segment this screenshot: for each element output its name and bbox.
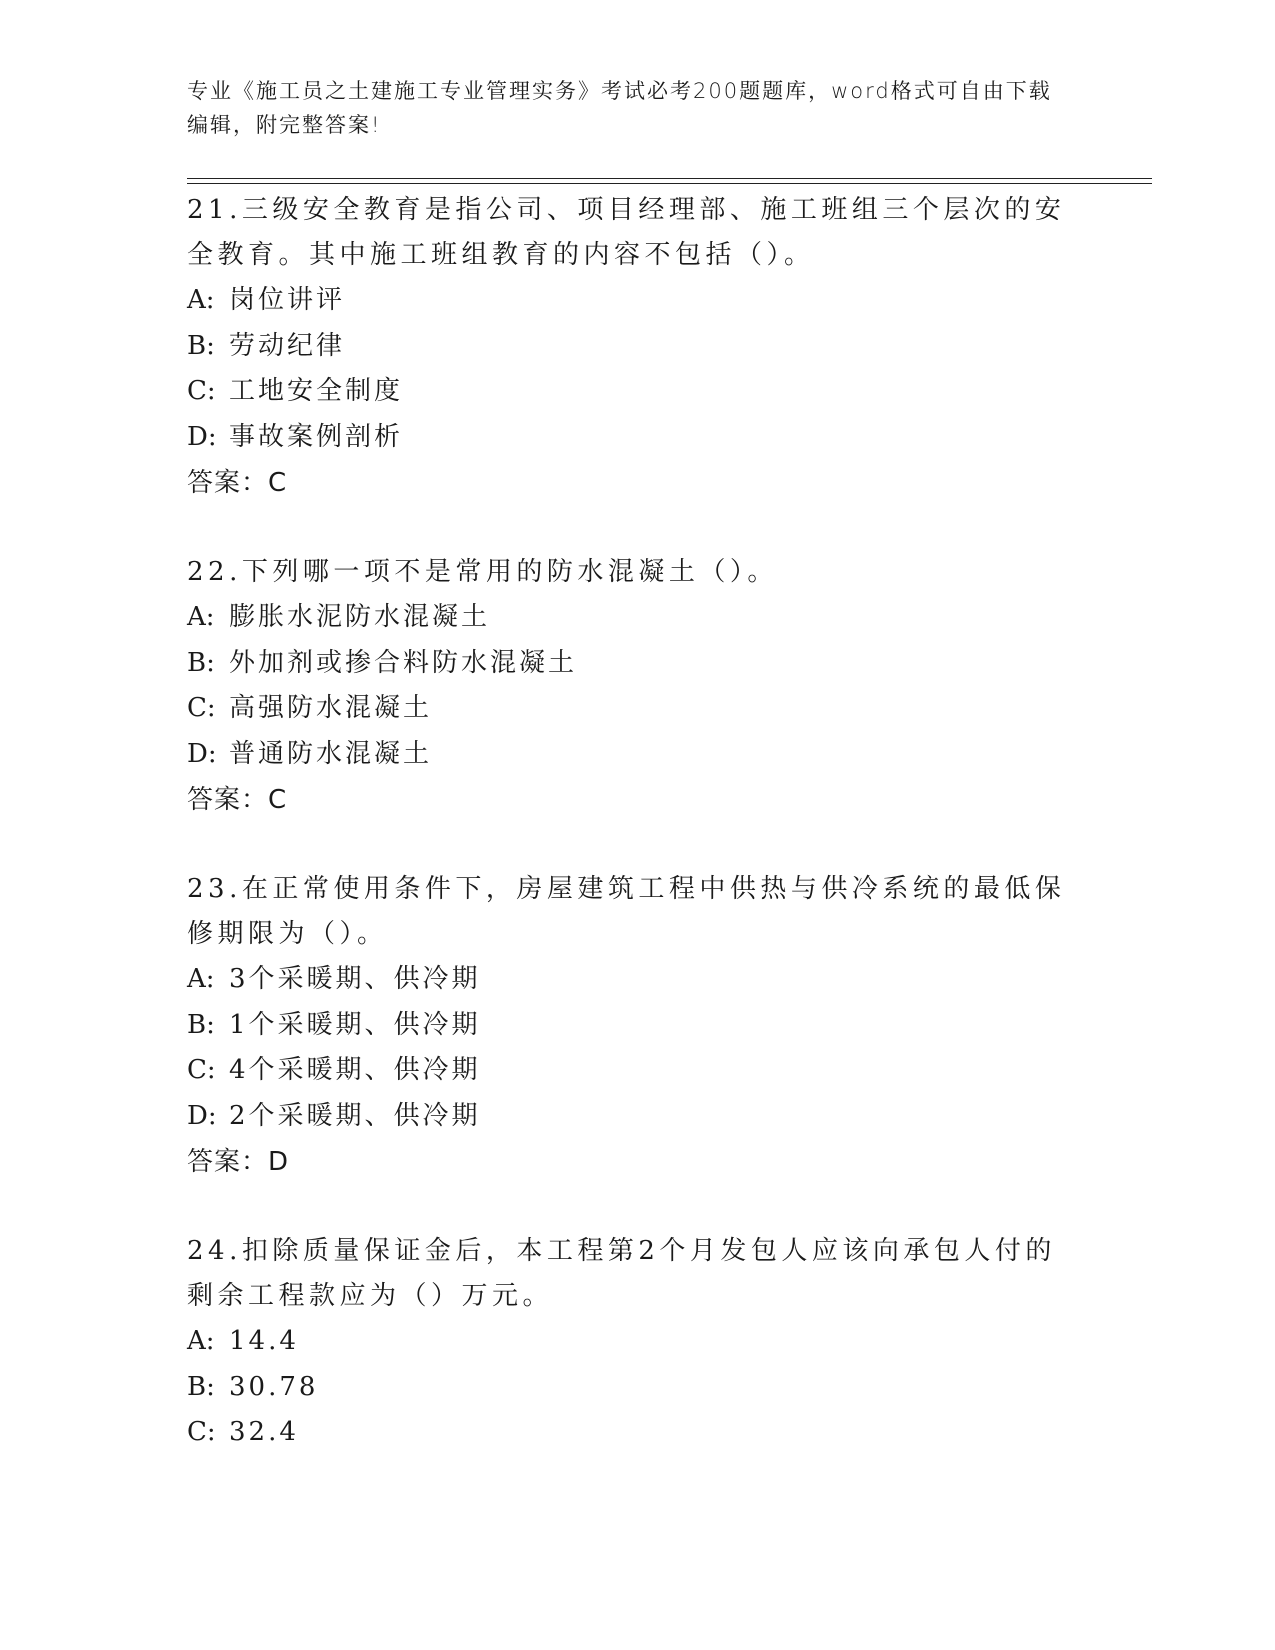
- option-d: [187, 1094, 1077, 1140]
- option-text: 工地安全制度: [229, 376, 404, 406]
- option-letter: A:: [187, 1326, 215, 1356]
- option-letter: B:: [187, 647, 215, 678]
- option-b: [187, 1365, 1077, 1411]
- header-divider-top: [187, 178, 1152, 179]
- document-header: 专业《施工员之土建施工专业管理实务》考试必考200题题库，word格式可自由下载编辑，附完整答案!: [187, 79, 1052, 137]
- option-b: [187, 324, 1077, 370]
- option-b: [187, 1003, 1077, 1049]
- question-item: [187, 1229, 1077, 1456]
- option-text: 32.4: [229, 1417, 299, 1447]
- option-letter: B:: [187, 1009, 215, 1040]
- option-text: 4个采暖期、供冷期: [229, 1055, 481, 1085]
- option-letter: C:: [187, 1055, 216, 1085]
- option-text: 3个采暖期、供冷期: [229, 964, 481, 994]
- question-stem: 21.三级安全教育是指公司、项目经理部、施工班组三个层次的安全教育。其中施工班组教育的内容不包括（）。: [187, 195, 1066, 270]
- question-item: [187, 550, 1077, 823]
- option-a: [187, 278, 1077, 324]
- option-text: 30.78: [229, 1371, 319, 1402]
- option-letter: C:: [187, 376, 216, 406]
- option-c: [187, 1410, 1077, 1456]
- question-item: [187, 867, 1077, 1185]
- option-text: 岗位讲评: [229, 285, 346, 315]
- header-divider-bottom: [187, 183, 1152, 184]
- question-list: [187, 188, 1077, 1500]
- answer-line: 答案：D: [187, 1147, 290, 1177]
- option-letter: C:: [187, 693, 216, 723]
- answer-line: 答案：C: [187, 468, 288, 498]
- option-letter: D:: [187, 738, 217, 769]
- option-letter: A:: [187, 602, 215, 632]
- question-stem: 24.扣除质量保证金后，本工程第2个月发包人应该向承包人付的剩余工程款应为（）万元。: [187, 1236, 1056, 1311]
- option-letter: B:: [187, 1371, 215, 1402]
- option-d: [187, 415, 1077, 461]
- option-text: 劳动纪律: [229, 330, 346, 361]
- option-letter: B:: [187, 330, 215, 361]
- question-stem: 23.在正常使用条件下，房屋建筑工程中供热与供冷系统的最低保修期限为（）。: [187, 874, 1066, 949]
- option-c: [187, 686, 1077, 732]
- option-text: 14.4: [229, 1326, 299, 1356]
- option-d: [187, 732, 1077, 778]
- option-text: 普通防水混凝土: [229, 738, 433, 769]
- option-letter: A:: [187, 964, 215, 994]
- option-b: [187, 641, 1077, 687]
- option-letter: D:: [187, 1100, 217, 1131]
- option-letter: D:: [187, 421, 217, 452]
- question-stem: 22.下列哪一项不是常用的防水混凝土（）。: [187, 557, 778, 587]
- option-a: [187, 595, 1077, 641]
- option-text: 1个采暖期、供冷期: [229, 1009, 481, 1040]
- option-text: 外加剂或掺合料防水混凝土: [229, 647, 578, 678]
- option-text: 膨胀水泥防水混凝土: [229, 602, 491, 632]
- option-text: 事故案例剖析: [229, 421, 404, 452]
- option-a: [187, 1319, 1077, 1365]
- option-letter: C:: [187, 1417, 216, 1447]
- option-a: [187, 957, 1077, 1003]
- option-text: 2个采暖期、供冷期: [229, 1100, 481, 1131]
- option-letter: A:: [187, 285, 215, 315]
- question-item: [187, 188, 1077, 506]
- option-c: [187, 1048, 1077, 1094]
- option-c: [187, 369, 1077, 415]
- option-text: 高强防水混凝土: [229, 693, 433, 723]
- answer-line: 答案：C: [187, 785, 288, 815]
